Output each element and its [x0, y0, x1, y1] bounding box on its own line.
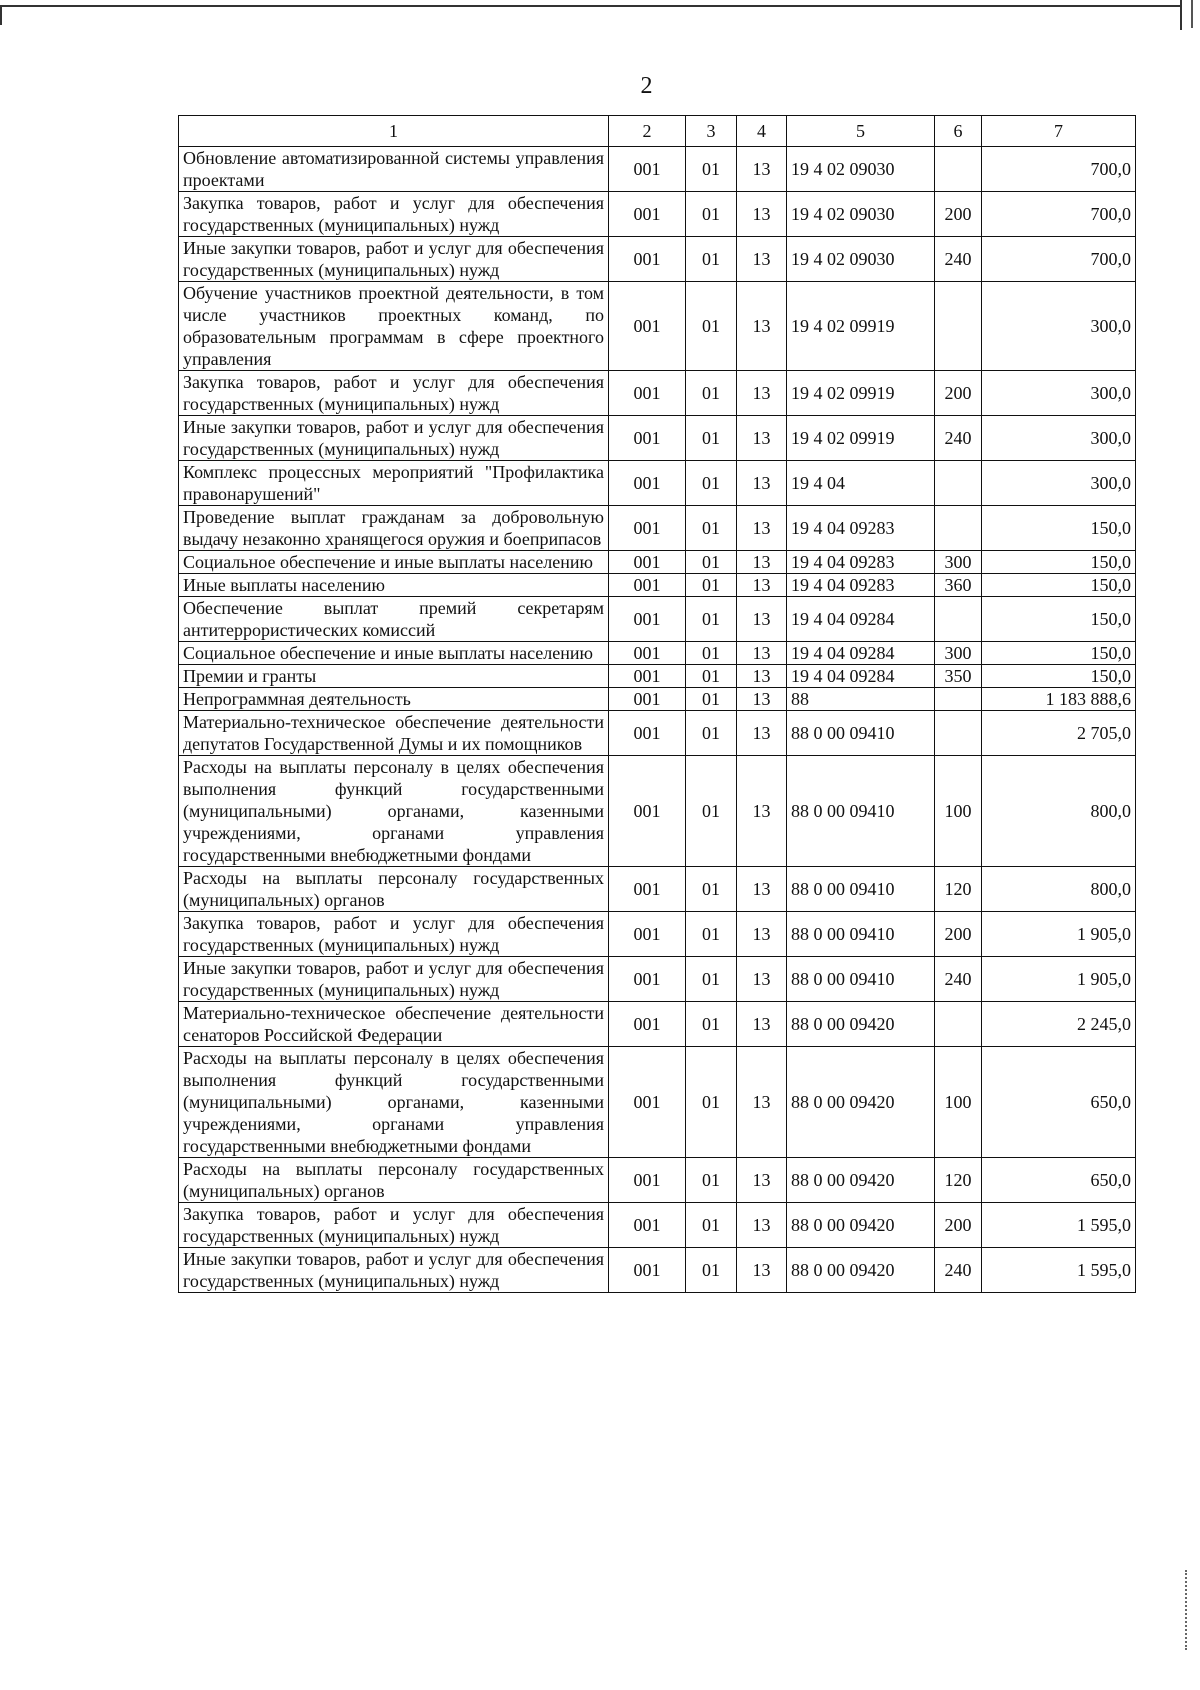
table-row — [179, 461, 1136, 506]
row-target-article: 19 4 04 — [787, 461, 935, 506]
row-expense-type — [935, 597, 982, 642]
row-amount: 150,0 — [982, 506, 1136, 551]
row-target-article: 88 0 00 09420 — [787, 1248, 935, 1293]
row-ministry-code: 001 — [609, 597, 686, 642]
table-row — [179, 237, 1136, 282]
row-expense-type: 300 — [935, 551, 982, 574]
row-expense-type: 360 — [935, 574, 982, 597]
row-expense-type: 200 — [935, 371, 982, 416]
row-target-article: 19 4 04 09284 — [787, 597, 935, 642]
row-amount: 150,0 — [982, 665, 1136, 688]
row-section-code: 01 — [686, 282, 737, 371]
row-expense-type: 350 — [935, 665, 982, 688]
row-expense-type — [935, 461, 982, 506]
table-row — [179, 574, 1136, 597]
row-amount: 1 905,0 — [982, 912, 1136, 957]
row-subsection-code: 13 — [737, 756, 787, 867]
row-expense-type: 100 — [935, 756, 982, 867]
column-header-5: 5 — [787, 116, 935, 147]
row-subsection-code: 13 — [737, 867, 787, 912]
row-target-article: 19 4 02 09919 — [787, 282, 935, 371]
table-row — [179, 665, 1136, 688]
row-amount: 150,0 — [982, 574, 1136, 597]
row-name: Расходы на выплаты персоналу в целях обеспечения выполнения функций государственными (муниципальными) органами, казенными учреждениями, органами управления государственными внебюджетными фондами — [179, 756, 609, 867]
row-subsection-code: 13 — [737, 147, 787, 192]
row-target-article: 88 0 00 09410 — [787, 711, 935, 756]
row-target-article: 19 4 02 09919 — [787, 416, 935, 461]
row-expense-type: 120 — [935, 867, 982, 912]
page-frame-left-edge — [0, 5, 2, 25]
row-ministry-code: 001 — [609, 147, 686, 192]
table-row — [179, 756, 1136, 867]
row-subsection-code: 13 — [737, 1158, 787, 1203]
row-expense-type: 200 — [935, 192, 982, 237]
row-amount: 800,0 — [982, 756, 1136, 867]
row-ministry-code: 001 — [609, 1047, 686, 1158]
table-row — [179, 506, 1136, 551]
row-subsection-code: 13 — [737, 665, 787, 688]
row-section-code: 01 — [686, 1002, 737, 1047]
row-target-article: 88 0 00 09420 — [787, 1158, 935, 1203]
row-expense-type: 240 — [935, 237, 982, 282]
row-section-code: 01 — [686, 574, 737, 597]
row-ministry-code: 001 — [609, 957, 686, 1002]
row-amount: 700,0 — [982, 147, 1136, 192]
row-name: Обновление автоматизированной системы управления проектами — [179, 147, 609, 192]
row-subsection-code: 13 — [737, 597, 787, 642]
table-row — [179, 282, 1136, 371]
table-row — [179, 371, 1136, 416]
row-amount: 1 595,0 — [982, 1248, 1136, 1293]
row-section-code: 01 — [686, 957, 737, 1002]
row-target-article: 88 0 00 09410 — [787, 867, 935, 912]
table-row — [179, 1047, 1136, 1158]
row-expense-type: 240 — [935, 416, 982, 461]
row-name: Закупка товаров, работ и услуг для обеспечения государственных (муниципальных) нужд — [179, 192, 609, 237]
row-target-article: 88 0 00 09410 — [787, 957, 935, 1002]
row-section-code: 01 — [686, 642, 737, 665]
row-amount: 650,0 — [982, 1158, 1136, 1203]
row-subsection-code: 13 — [737, 957, 787, 1002]
row-subsection-code: 13 — [737, 1248, 787, 1293]
row-name: Комплекс процессных мероприятий "Профилактика правонарушений" — [179, 461, 609, 506]
row-section-code: 01 — [686, 711, 737, 756]
row-ministry-code: 001 — [609, 1002, 686, 1047]
row-amount: 150,0 — [982, 597, 1136, 642]
page-frame-right-edge — [1180, 0, 1182, 30]
row-subsection-code: 13 — [737, 192, 787, 237]
row-section-code: 01 — [686, 551, 737, 574]
row-ministry-code: 001 — [609, 665, 686, 688]
row-amount: 150,0 — [982, 551, 1136, 574]
row-expense-type — [935, 282, 982, 371]
row-expense-type: 120 — [935, 1158, 982, 1203]
row-ministry-code: 001 — [609, 1248, 686, 1293]
row-name: Обучение участников проектной деятельности, в том числе участников проектных команд, по образовательным программам в сфере проектного управления — [179, 282, 609, 371]
budget-table-container — [178, 115, 1135, 1293]
row-subsection-code: 13 — [737, 1002, 787, 1047]
scan-edge-dots — [1185, 1570, 1191, 1650]
row-name: Обеспечение выплат премий секретарям антитеррористических комиссий — [179, 597, 609, 642]
row-section-code: 01 — [686, 1047, 737, 1158]
row-amount: 300,0 — [982, 416, 1136, 461]
row-target-article: 19 4 04 09284 — [787, 665, 935, 688]
column-header-6: 6 — [935, 116, 982, 147]
row-section-code: 01 — [686, 1158, 737, 1203]
row-section-code: 01 — [686, 461, 737, 506]
row-subsection-code: 13 — [737, 912, 787, 957]
row-expense-type: 200 — [935, 1203, 982, 1248]
row-expense-type — [935, 147, 982, 192]
row-target-article: 88 0 00 09420 — [787, 1002, 935, 1047]
column-header-2: 2 — [609, 116, 686, 147]
row-section-code: 01 — [686, 688, 737, 711]
row-amount: 2 245,0 — [982, 1002, 1136, 1047]
row-amount: 2 705,0 — [982, 711, 1136, 756]
row-name: Непрограммная деятельность — [179, 688, 609, 711]
row-section-code: 01 — [686, 237, 737, 282]
row-subsection-code: 13 — [737, 688, 787, 711]
table-row — [179, 1203, 1136, 1248]
table-body — [179, 147, 1136, 1293]
row-target-article: 19 4 02 09030 — [787, 192, 935, 237]
row-target-article: 19 4 04 09283 — [787, 574, 935, 597]
row-ministry-code: 001 — [609, 1158, 686, 1203]
row-ministry-code: 001 — [609, 574, 686, 597]
row-expense-type: 100 — [935, 1047, 982, 1158]
row-subsection-code: 13 — [737, 282, 787, 371]
row-section-code: 01 — [686, 192, 737, 237]
table-row — [179, 597, 1136, 642]
row-target-article: 88 — [787, 688, 935, 711]
row-subsection-code: 13 — [737, 461, 787, 506]
row-target-article: 19 4 02 09030 — [787, 147, 935, 192]
table-row — [179, 1002, 1136, 1047]
row-amount: 300,0 — [982, 282, 1136, 371]
row-name: Расходы на выплаты персоналу государственных (муниципальных) органов — [179, 867, 609, 912]
row-target-article: 88 0 00 09410 — [787, 912, 935, 957]
row-amount: 650,0 — [982, 1047, 1136, 1158]
row-expense-type: 200 — [935, 912, 982, 957]
row-name: Иные закупки товаров, работ и услуг для обеспечения государственных (муниципальных) нужд — [179, 416, 609, 461]
row-section-code: 01 — [686, 867, 737, 912]
row-section-code: 01 — [686, 1203, 737, 1248]
row-target-article: 19 4 02 09030 — [787, 237, 935, 282]
row-target-article: 88 0 00 09420 — [787, 1047, 935, 1158]
row-ministry-code: 001 — [609, 551, 686, 574]
row-ministry-code: 001 — [609, 192, 686, 237]
row-ministry-code: 001 — [609, 711, 686, 756]
row-target-article: 88 0 00 09410 — [787, 756, 935, 867]
header-row — [179, 116, 1136, 147]
row-name: Иные выплаты населению — [179, 574, 609, 597]
column-header-7: 7 — [982, 116, 1136, 147]
row-ministry-code: 001 — [609, 237, 686, 282]
row-amount: 700,0 — [982, 237, 1136, 282]
row-ministry-code: 001 — [609, 867, 686, 912]
table-row — [179, 912, 1136, 957]
row-subsection-code: 13 — [737, 574, 787, 597]
column-header-3: 3 — [686, 116, 737, 147]
table-row — [179, 711, 1136, 756]
table-row — [179, 688, 1136, 711]
row-subsection-code: 13 — [737, 551, 787, 574]
row-name: Социальное обеспечение и иные выплаты населению — [179, 551, 609, 574]
row-ministry-code: 001 — [609, 282, 686, 371]
row-target-article: 19 4 02 09919 — [787, 371, 935, 416]
page-number: 2 — [640, 73, 653, 99]
row-amount: 300,0 — [982, 371, 1136, 416]
scan-edge-mark — [1191, 0, 1193, 28]
row-name: Расходы на выплаты персоналу государственных (муниципальных) органов — [179, 1158, 609, 1203]
row-section-code: 01 — [686, 147, 737, 192]
row-subsection-code: 13 — [737, 416, 787, 461]
row-subsection-code: 13 — [737, 237, 787, 282]
row-ministry-code: 001 — [609, 371, 686, 416]
row-name: Иные закупки товаров, работ и услуг для обеспечения государственных (муниципальных) нужд — [179, 957, 609, 1002]
budget-table — [178, 115, 1136, 1293]
row-amount: 1 905,0 — [982, 957, 1136, 1002]
row-expense-type: 300 — [935, 642, 982, 665]
row-subsection-code: 13 — [737, 371, 787, 416]
row-name: Проведение выплат гражданам за добровольную выдачу незаконно хранящегося оружия и боеприпасов — [179, 506, 609, 551]
column-header-1: 1 — [179, 116, 609, 147]
row-amount: 1 595,0 — [982, 1203, 1136, 1248]
row-ministry-code: 001 — [609, 461, 686, 506]
row-expense-type — [935, 1002, 982, 1047]
row-section-code: 01 — [686, 597, 737, 642]
page-frame-top-edge — [0, 5, 1180, 7]
row-expense-type — [935, 688, 982, 711]
row-ministry-code: 001 — [609, 756, 686, 867]
row-amount: 150,0 — [982, 642, 1136, 665]
row-section-code: 01 — [686, 371, 737, 416]
row-section-code: 01 — [686, 416, 737, 461]
row-target-article: 19 4 04 09283 — [787, 506, 935, 551]
row-section-code: 01 — [686, 912, 737, 957]
row-ministry-code: 001 — [609, 688, 686, 711]
row-subsection-code: 13 — [737, 1203, 787, 1248]
row-subsection-code: 13 — [737, 711, 787, 756]
row-section-code: 01 — [686, 756, 737, 867]
row-target-article: 19 4 04 09284 — [787, 642, 935, 665]
row-expense-type: 240 — [935, 1248, 982, 1293]
row-subsection-code: 13 — [737, 642, 787, 665]
row-subsection-code: 13 — [737, 1047, 787, 1158]
row-ministry-code: 001 — [609, 1203, 686, 1248]
row-name: Расходы на выплаты персоналу в целях обеспечения выполнения функций государственными (муниципальными) органами, казенными учреждениями, органами управления государственными внебюджетными фондами — [179, 1047, 609, 1158]
row-name: Иные закупки товаров, работ и услуг для обеспечения государственных (муниципальных) нужд — [179, 237, 609, 282]
row-target-article: 19 4 04 09283 — [787, 551, 935, 574]
row-target-article: 88 0 00 09420 — [787, 1203, 935, 1248]
row-amount: 300,0 — [982, 461, 1136, 506]
table-row — [179, 147, 1136, 192]
row-section-code: 01 — [686, 1248, 737, 1293]
row-amount: 800,0 — [982, 867, 1136, 912]
table-row — [179, 957, 1136, 1002]
row-name: Закупка товаров, работ и услуг для обеспечения государственных (муниципальных) нужд — [179, 371, 609, 416]
row-ministry-code: 001 — [609, 506, 686, 551]
row-name: Иные закупки товаров, работ и услуг для обеспечения государственных (муниципальных) нужд — [179, 1248, 609, 1293]
row-amount: 700,0 — [982, 192, 1136, 237]
row-subsection-code: 13 — [737, 506, 787, 551]
column-header-4: 4 — [737, 116, 787, 147]
row-name: Социальное обеспечение и иные выплаты населению — [179, 642, 609, 665]
row-expense-type — [935, 711, 982, 756]
row-expense-type — [935, 506, 982, 551]
row-section-code: 01 — [686, 665, 737, 688]
row-ministry-code: 001 — [609, 642, 686, 665]
row-expense-type: 240 — [935, 957, 982, 1002]
table-row — [179, 1158, 1136, 1203]
row-name: Премии и гранты — [179, 665, 609, 688]
row-section-code: 01 — [686, 506, 737, 551]
table-row — [179, 551, 1136, 574]
table-row — [179, 642, 1136, 665]
row-name: Закупка товаров, работ и услуг для обеспечения государственных (муниципальных) нужд — [179, 1203, 609, 1248]
table-row — [179, 416, 1136, 461]
row-amount: 1 183 888,6 — [982, 688, 1136, 711]
table-row — [179, 192, 1136, 237]
row-ministry-code: 001 — [609, 912, 686, 957]
table-row — [179, 1248, 1136, 1293]
table-row — [179, 867, 1136, 912]
row-name: Закупка товаров, работ и услуг для обеспечения государственных (муниципальных) нужд — [179, 912, 609, 957]
row-name: Материально-техническое обеспечение деятельности депутатов Государственной Думы и их помощников — [179, 711, 609, 756]
row-ministry-code: 001 — [609, 416, 686, 461]
row-name: Материально-техническое обеспечение деятельности сенаторов Российской Федерации — [179, 1002, 609, 1047]
